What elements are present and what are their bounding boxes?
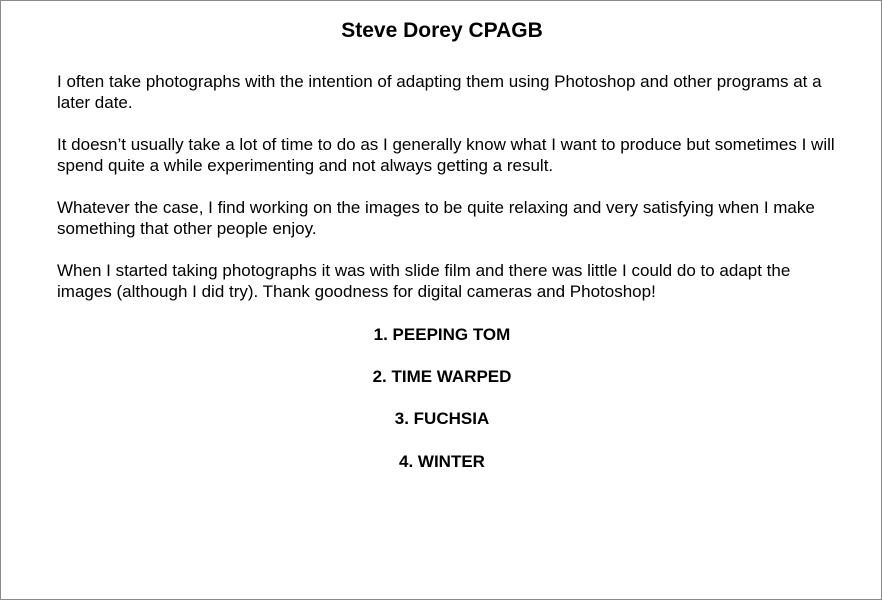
gallery-link-peeping-tom[interactable]: 1. PEEPING TOM <box>373 325 511 344</box>
intro-paragraph-2: It doesn’t usually take a lot of time to do as I generally know what I want to produce but sometimes I will spend quite a while experimenting and not always getting a result. <box>57 135 835 175</box>
intro-paragraph-3: Whatever the case, I find working on the images to be quite relaxing and very satisfying when I make something that other people enjoy. <box>57 198 815 238</box>
intro-paragraph-4: When I started taking photographs it was with slide film and there was little I could do to adapt the images (although I did try). Thank goodness for digital cameras and Photoshop! <box>57 261 791 301</box>
intro-paragraph-1: I often take photographs with the intention of adapting them using Photoshop and other programs at a later date. <box>57 72 822 112</box>
gallery-link-time-warped[interactable]: 2. TIME WARPED <box>372 367 512 386</box>
page-title: Steve Dorey CPAGB <box>341 19 543 42</box>
gallery-link-fuchsia[interactable]: 3. FUCHSIA <box>394 409 490 428</box>
gallery-link-winter[interactable]: 4. WINTER <box>399 452 485 471</box>
